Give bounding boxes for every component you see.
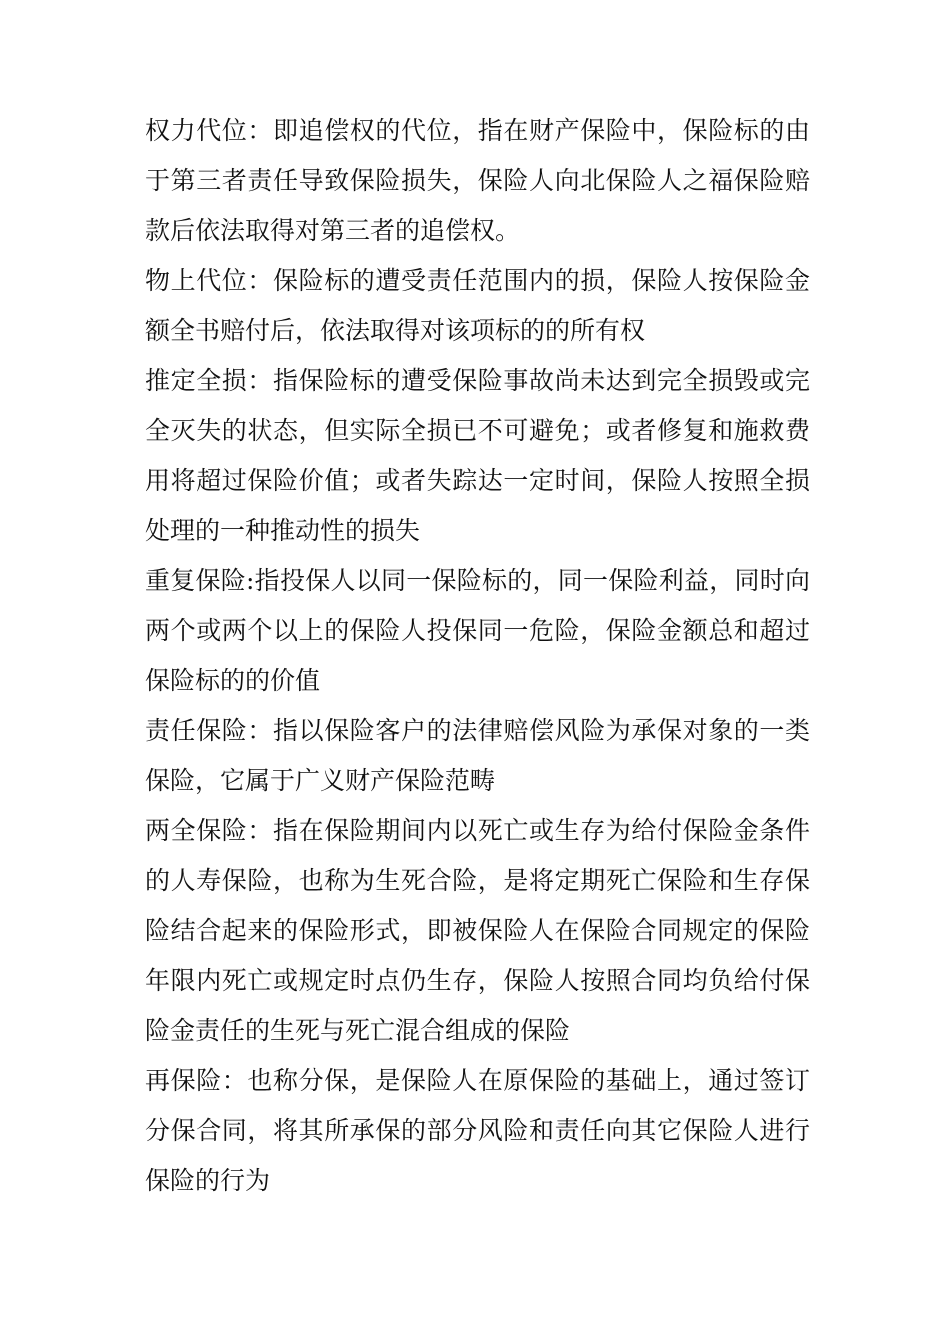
paragraph-reinsurance: 再保险：也称分保，是保险人在原保险的基础上，通过签订分保合同，将其所承保的部分风险和责任向其它保险人进行保险的行为 — [145, 1066, 810, 1195]
paragraph-liability-insurance: 责任保险：指以保险客户的法律赔偿风险为承保对象的一类保险，它属于广义财产保险范畴 — [145, 716, 810, 795]
paragraph-endowment-insurance: 两全保险：指在保险期间内以死亡或生存为给付保险金条件的人寿保险，也称为生死合险，是将定期死亡保险和生存保险结合起来的保险形式，即被保险人在保险合同规定的保险年限内死亡或规定时点仍生存，保险人按照合同均负给付保险金责任的生死与死亡混合组成的保险 — [145, 816, 810, 1045]
paragraph-constructive-total-loss: 推定全损：指保险标的遭受保险事故尚未达到完全损毁或完全灭失的状态，但实际全损已不可避免；或者修复和施救费用将超过保险价值；或者失踪达一定时间，保险人按照全损处理的一种推动性的损失 — [145, 366, 810, 545]
paragraph-subrogation-rights: 权力代位：即追偿权的代位，指在财产保险中，保险标的由于第三者责任导致保险损失，保险人向北保险人之福保险赔款后依法取得对第三者的追偿权。 — [145, 116, 810, 245]
paragraph-double-insurance: 重复保险:指投保人以同一保险标的，同一保险利益，同时向两个或两个以上的保险人投保同一危险，保险金额总和超过保险标的的价值 — [145, 566, 810, 695]
paragraph-property-subrogation: 物上代位：保险标的遭受责任范围内的损，保险人按保险金额全书赔付后，依法取得对该项标的的所有权 — [145, 266, 810, 345]
document-body — [145, 106, 810, 1206]
